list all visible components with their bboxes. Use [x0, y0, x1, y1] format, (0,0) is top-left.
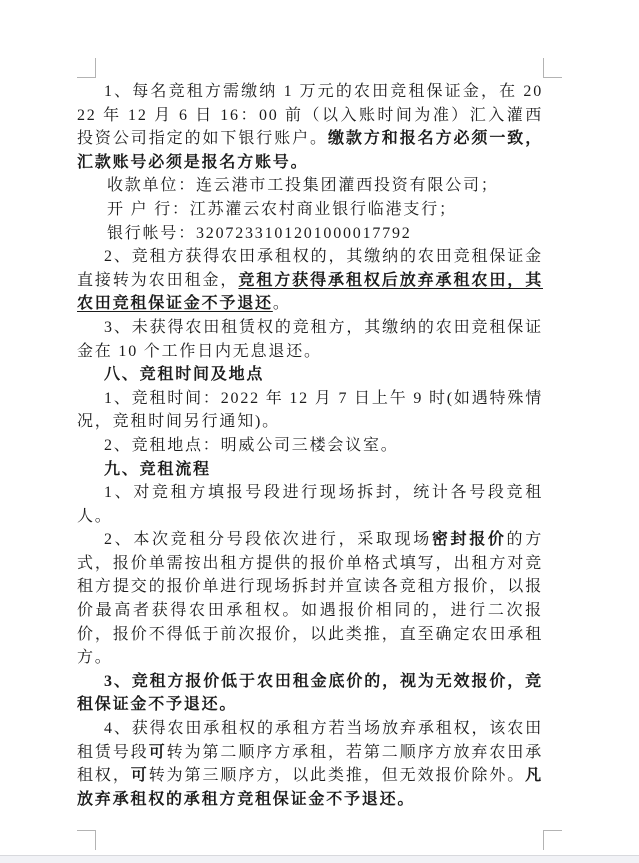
paragraph [77, 434, 543, 458]
text-run: 3、未获得农田租赁权的竞租方，其缴纳的农田竞租保证金在 10 个工作日内无息退还。 [77, 318, 543, 360]
text-run: 开 户 行：江苏灌云农村商业银行临港支行； [107, 200, 457, 218]
text-run: 3、竞租方报价低于农田租金底价的，视为无效报价，竞租保证金不予退还。 [77, 672, 543, 714]
crop-mark-top-left-icon [77, 58, 96, 78]
text-run: 密封报价 [431, 531, 507, 549]
paragraph [77, 80, 543, 174]
paragraph [77, 245, 543, 316]
text-run: 竞租方获得承租权后放弃承租农田，其农田竞租保证金不予退还 [77, 271, 543, 313]
text-run: 转为第三顺序方，以此类推，但无效报价除外。 [148, 767, 526, 785]
document-body [77, 80, 543, 811]
crop-mark-bottom-right-icon [543, 830, 562, 850]
paragraph [77, 528, 543, 670]
paragraph [77, 222, 543, 246]
text-run: 1、每名竞租方需缴纳 1 万元的农田竞租保证金，在 2022 年 12 月 6 日 16：00 前（以入账时间为准）汇入灌西投资公司指定的如下银行账户。 [77, 83, 543, 148]
text-run: 缴款方和报名方必须一致，汇款账号必须是报名方账号。 [77, 130, 544, 171]
text-run: 2、竞租方获得农田承租权的，其缴纳的农田竞租保证金直接转为农田租金， [77, 248, 543, 289]
paragraph [77, 387, 543, 434]
section-heading [77, 458, 543, 482]
text-run: 八、竞租时间及地点 [104, 366, 265, 384]
text-run: 的方式，报价单需按出租方提供的报价单格式填写，出租方对竞租方提交的报价单进行现场拆封并宣读各竞租方报价，以报价最高者获得农田承租权。如遇报价相同的，进行二次报价，报价不得低于前次报价，以此类推，直至确定农田承租方。 [77, 531, 543, 667]
paragraph [77, 316, 543, 363]
paragraph [77, 670, 543, 717]
text-run: 。 [272, 295, 291, 313]
paragraph [77, 174, 543, 198]
text-run: 收款单位：连云港市工投集团灌西投资有限公司； [107, 177, 499, 195]
window-bottom-edge [0, 855, 639, 863]
paragraph [77, 198, 543, 222]
section-heading [77, 363, 543, 387]
text-run: 可 [148, 743, 167, 761]
text-run: 1、竞租时间：2022 年 12 月 7 日上午 9 时(如遇特殊情况，竞租时间另行通知)。 [77, 389, 543, 431]
crop-mark-bottom-left-icon [77, 830, 96, 850]
paragraph [77, 717, 543, 811]
paragraph [77, 481, 543, 528]
text-run: 2、本次竞租分号段依次进行，采取现场 [104, 531, 432, 549]
text-run: 银行帐号：3207233101201000017792 [107, 224, 412, 242]
text-run: 凡放弃承租权的承租方竞租保证金不予退还。 [77, 767, 543, 808]
text-run: 2、竞租地点：明威公司三楼会议室。 [104, 436, 399, 454]
text-run: 九、竞租流程 [104, 460, 211, 478]
text-run: 4、获得农田承租权的承租方若当场放弃承租权，该农田租赁号段 [77, 720, 543, 761]
text-run: 可 [130, 767, 149, 785]
text-run: 转为第二顺序方承租，若第二顺序方放弃农田承租权， [77, 743, 543, 785]
text-run: 1、对竞租方填报号段进行现场拆封，统计各号段竞租人。 [77, 484, 543, 525]
crop-mark-top-right-icon [543, 58, 562, 78]
